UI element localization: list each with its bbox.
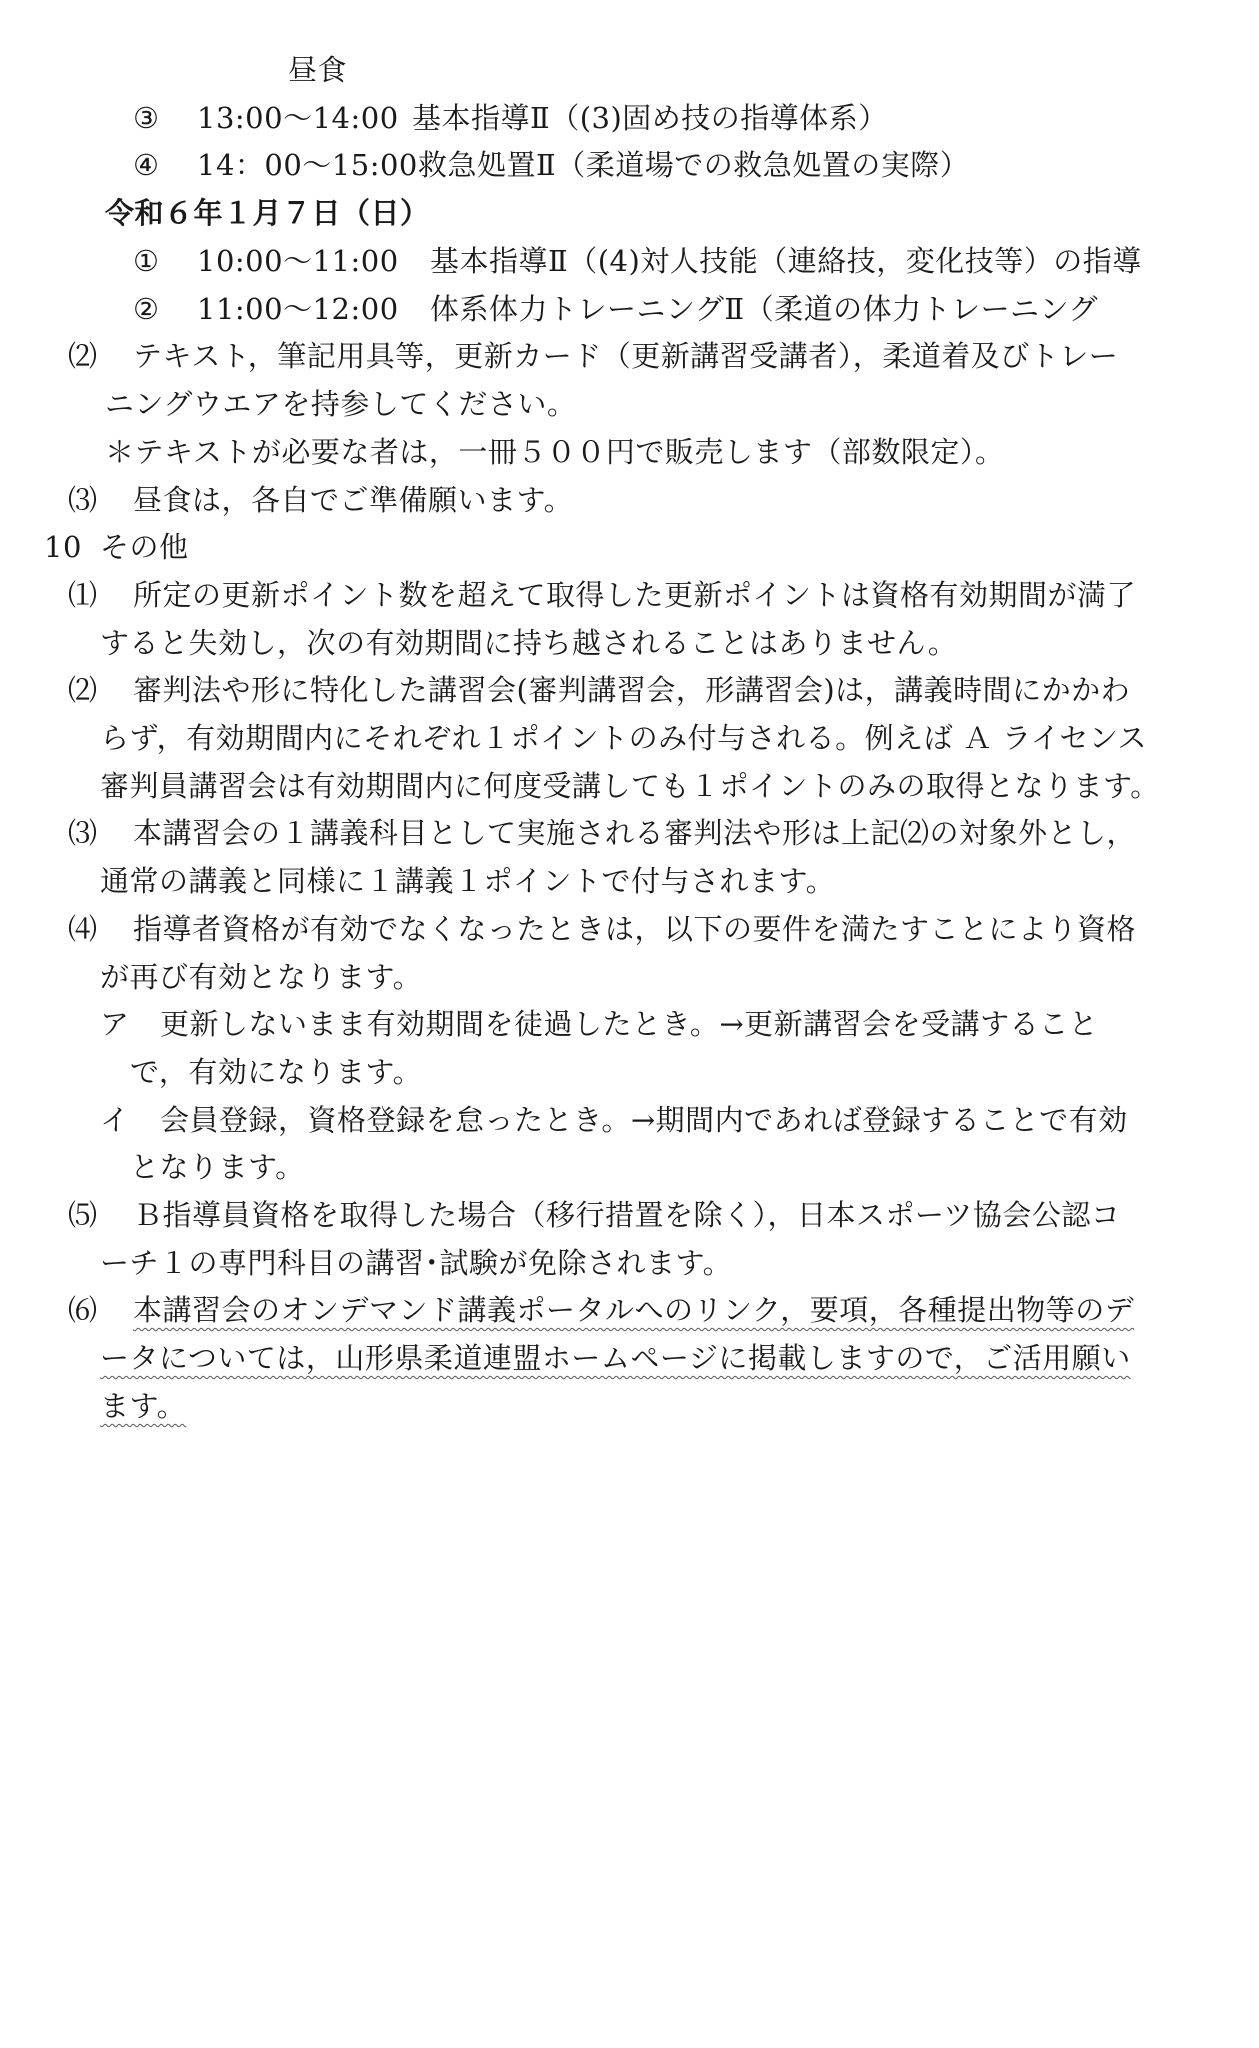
- note-marker: ⑵: [68, 339, 98, 373]
- schedule-title: 基本指導Ⅱ（(4)対人技能（連絡技，変化技等）の指導: [430, 244, 1142, 278]
- section-title: その他: [100, 530, 189, 564]
- schedule-time: 11:00〜12:00: [197, 292, 399, 326]
- note-text: ニングウエアを持参してください。: [105, 387, 577, 421]
- item-text: らず，有効期間内にそれぞれ１ポイントのみ付与される。例えば Ａ ライセンス: [100, 721, 1148, 755]
- item-marker: ⑷: [68, 912, 98, 946]
- item-text: すると失効し，次の有効期間に持ち越されることはありません。: [100, 626, 958, 660]
- schedule-time: 13:00〜14:00: [197, 101, 399, 135]
- item-marker: ⑶: [68, 816, 98, 850]
- note-text: テキスト，筆記用具等，更新カード（更新講習受講者），柔道着及びトレー: [133, 339, 1119, 373]
- note-text: ＊テキストが必要な者は，一冊５００円で販売します（部数限定）。: [105, 435, 1005, 469]
- schedule-marker: ③: [133, 101, 160, 135]
- schedule-marker: ④: [133, 148, 160, 182]
- schedule-title: 救急処置Ⅱ（柔道場での救急処置の実際）: [418, 148, 970, 182]
- item-text: ーチ１の専門科目の講習･試験が免除されます。: [100, 1246, 733, 1280]
- schedule-time: 10:00〜11:00: [197, 244, 399, 278]
- item-text: 通常の講義と同様に１講義１ポイントで付与されます。: [100, 864, 836, 898]
- subitem-marker: ア: [100, 1007, 130, 1041]
- schedule-date-heading: 令和６年１月７日（日）: [105, 196, 430, 230]
- item-text: 指導者資格が有効でなくなったときは，以下の要件を満たすことにより資格: [133, 912, 1137, 946]
- subitem-text: 更新しないまま有効期間を徒過したとき。→更新講習会を受講すること: [160, 1007, 1099, 1041]
- item-text-underlined: ータについては，山形県柔道連盟ホームページに掲載しますので，ご活用願い: [100, 1341, 1131, 1375]
- item-marker: ⑹: [68, 1293, 98, 1327]
- schedule-time: 14：00〜15:00: [197, 148, 418, 182]
- section-number: 10: [44, 530, 82, 564]
- item-text: 本講習会の１講義科目として実施される審判法や形は上記⑵の対象外とし，: [133, 816, 1137, 850]
- item-marker: ⑴: [68, 578, 98, 612]
- schedule-marker: ②: [133, 292, 160, 326]
- note-text: 昼食は，各自でご準備願います。: [133, 483, 574, 517]
- subitem-text: となります。: [130, 1150, 305, 1184]
- item-text: 審判法や形に特化した講習会(審判講習会，形講習会)は，講義時間にかかわ: [133, 673, 1131, 707]
- subitem-text: 会員登録，資格登録を怠ったとき。→期間内であれば登録することで有効: [160, 1103, 1128, 1137]
- item-text: 所定の更新ポイント数を超えて取得した更新ポイントは資格有効期間が満了: [133, 578, 1137, 612]
- subitem-marker: イ: [100, 1103, 130, 1137]
- item-marker: ⑸: [68, 1198, 98, 1232]
- schedule-marker: ①: [133, 244, 160, 278]
- note-marker: ⑶: [68, 483, 98, 517]
- item-marker: ⑵: [68, 673, 98, 707]
- item-text: が再び有効となります。: [100, 960, 423, 994]
- item-text: 審判員講習会は有効期間内に何度受講しても１ポイントのみの取得となります。: [100, 769, 1160, 803]
- item-text-underlined: ます。: [100, 1389, 187, 1423]
- subitem-text: で，有効になります。: [130, 1055, 423, 1089]
- item-text-underlined: 本講習会のオンデマンド講義ポータルへのリンク，要項，各種提出物等のデ: [133, 1293, 1135, 1327]
- item-text: Ｂ指導員資格を取得した場合（移行措置を除く），日本スポーツ協会公認コ: [133, 1198, 1121, 1232]
- schedule-title: 体系体力トレーニングⅡ（柔道の体力トレーニング: [430, 292, 1099, 326]
- lunch-label: 昼食: [288, 53, 348, 87]
- schedule-title: 基本指導Ⅱ（(3)固め技の指導体系）: [412, 101, 888, 135]
